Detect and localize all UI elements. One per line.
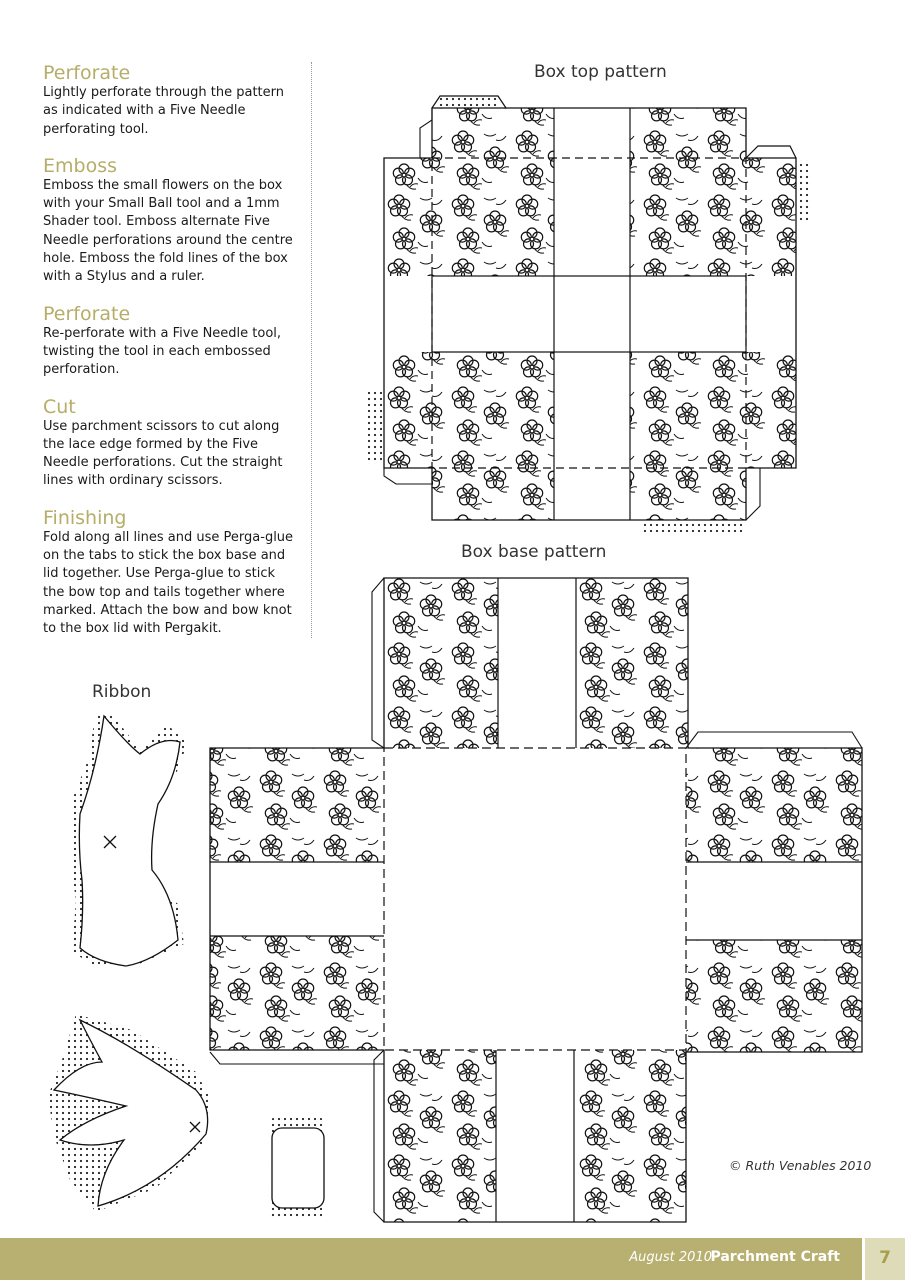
box-top-label: Box top pattern <box>534 62 667 82</box>
step-text: Lightly perforate through the pattern as indicated with a Five Needle perforating tool. <box>43 85 284 137</box>
box-top-pattern <box>368 96 812 532</box>
step-text: Use parchment scissors to cut along the lace edge formed by the Five Needle perforations. Cut the straight lines with ordinary scissors. <box>43 418 283 489</box>
step-title: Finishing <box>43 506 127 529</box>
step-title: Cut <box>43 395 76 418</box>
step-title: Perforate <box>43 62 131 84</box>
box-base-label: Box base pattern <box>461 542 607 562</box>
page-number-box <box>865 1238 905 1280</box>
footer-bar <box>0 1238 862 1280</box>
page-number: 7 <box>879 1248 891 1268</box>
issue-date: August 2010 <box>629 1250 712 1265</box>
step-title: Emboss <box>43 154 117 177</box>
step-text: Emboss the small flowers on the box with your Small Ball tool and a 1mm Shader tool. Emboss alternate Five Needle perforations around the centre hole. Emboss the fold lines of the box with a Stylus and a ruler. <box>43 177 293 285</box>
ribbon-label: Ribbon <box>92 682 152 702</box>
step-text: Re-perforate with a Five Needle tool, twisting the tool in each embossed perforation. <box>43 325 282 378</box>
step-title: Perforate <box>43 302 131 325</box>
copyright-notice: © Ruth Venables 2010 <box>729 1158 872 1173</box>
ribbon-knot <box>268 1118 326 1218</box>
ribbon-bow-top <box>70 712 188 968</box>
ribbon-tails <box>48 1014 212 1212</box>
magazine-title: Parchment Craft <box>710 1249 840 1265</box>
step-text: Fold along all lines and use Perga-glue on the tabs to stick the box base and lid together. Use Perga-glue to stick the bow top and tails together where marked. Attach the bow and bow knot to the box lid with Pergakit. <box>43 529 294 637</box>
